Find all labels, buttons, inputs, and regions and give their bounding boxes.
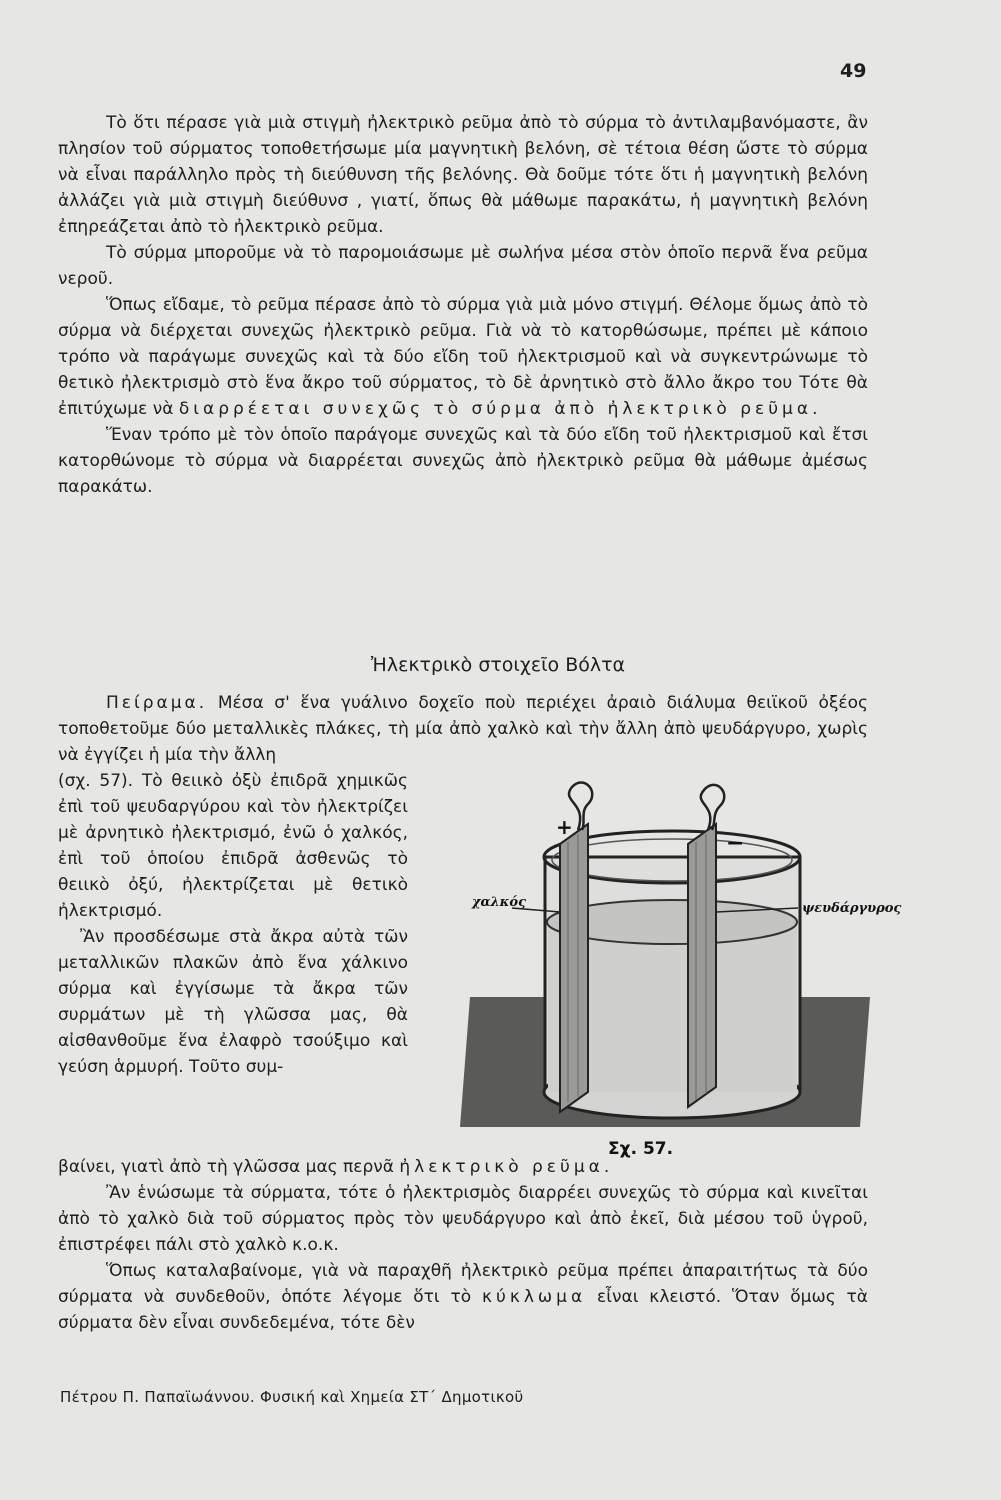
minus-sign: − — [726, 831, 745, 856]
paragraph: Τὸ ὅτι πέρασε γιὰ μιὰ στιγμὴ ἠλεκτρικὸ ρεῦμα ἀπὸ τὸ σύρμα τὸ ἀντιλαμβανόμαστε, ἂν πλησίον τοῦ σύρματος τοποθετήσωμε μία μαγνητικὴ βελόνη, σὲ τέτοια θέση ὥστε τὸ σύρμα νὰ εἶναι παράλληλο πρὸς τὴ διεύθυνση τῆς βελόνης. Θὰ δοῦμε τότε ὅτι ἡ μαγνητικὴ βελόνη ἀλλάζει γιὰ μιὰ στιγμὴ διεύθυνσ , γιατί, ὅπως θὰ μάθωμε παρακάτω, ἡ μαγνητικὴ βελόνη ἐπηρεάζεται ἀπὸ τὸ ἠλεκτρικὸ ρεῦμα. — [58, 113, 868, 237]
paragraph-text: βαίνει, γιατὶ ἀπὸ τὴ γλῶσσα μας περνᾶ — [58, 1157, 394, 1177]
figure-voltaic-cell — [460, 782, 902, 1162]
paragraph: Τὸ σύρμα μποροῦμε νὰ τὸ παρομοιάσωμε μὲ σωλήνα μέσα στὸν ὁποῖο περνᾶ ἕνα ρεῦμα νεροῦ. — [58, 243, 868, 289]
plus-sign: + — [556, 815, 573, 839]
paragraph-text: Ὅπως εἴδαμε, τὸ ρεῦμα πέρασε ἀπὸ τὸ σύρμα γιὰ μιὰ μόνο στιγμή. Θέλομε ὅμως ἀπὸ τὸ σύρμα νὰ διέρχεται συνεχῶς ἠλεκτρικὸ ρεῦμα. Γιὰ νὰ τὸ κατορθώσωμε, πρέπει μὲ κάποιο τρόπο νὰ παράγωμε συνεχῶς καὶ τὰ δύο εἴδη τοῦ ἠλεκτρισμοῦ καὶ νὰ συγκεντρώνωμε τὸ θετικὸ ἠλεκτρισμὸ στὸ ἕνα ἄκρο τοῦ σύρματος, τὸ δὲ ἀρνητικὸ στὸ ἄλλο ἄκρο του Τότε θὰ ἐπιτύχωμε νὰ — [58, 295, 868, 419]
paragraph-text: Μέσα σ' ἕνα γυάλινο δοχεῖο ποὺ περιέχει ἀραιὸ διάλυμα θειϊκοῦ ὀξέος τοποθετοῦμε δύο μεταλλικὲς πλάκες, τὴ μία ἀπὸ χαλκὸ καὶ τὴν ἄλλη ἀπὸ ψευδάργυρο, χωρὶς νὰ ἐγγίζει ἡ μία τὴν ἄλλη — [58, 693, 868, 765]
voltaic-cell-illustration — [460, 782, 902, 1162]
zinc-plate — [688, 824, 716, 1107]
intro-text — [58, 110, 868, 500]
experiment-text — [58, 690, 868, 768]
page-footer: Πέτρου Π. Παπαϊωάννου. Φυσική καὶ Χημεία ΣΤ΄ Δημοτικοῦ — [60, 1388, 524, 1406]
paragraph-text: Ὅπως καταλαβαίνομε, γιὰ νὰ παραχθῆ ἠλεκτρικὸ ρεῦμα πρέπει ἀπαραιτήτως τὰ δύο σύρματα νὰ συνδεθοῦν, ὁπότε λέγομε ὅτι τὸ — [58, 1261, 868, 1307]
emphasized-text: διαρρέεται συνεχῶς τὸ σύρμα ἀπὸ ἠλεκτρικὸ ρεῦμα. — [178, 399, 822, 419]
paragraph — [58, 1154, 868, 1180]
zinc-wire — [701, 785, 724, 830]
paragraph: (σχ. 57). Τὸ θειικὸ ὀξὺ ἐπιδρᾶ χημικῶς ἐπὶ τοῦ ψευδαργύρου καὶ τὸν ἠλεκτρίζει μὲ ἀρνητικὸ ἠλεκτρισμό, ἐνῶ ὁ χαλκός, ἐπὶ τοῦ ὁποίου ἐπιδρᾶ ἀσθενῶς τὸ θειικὸ ὀξύ, ἠλεκτρίζεται μὲ θετικὸ ἠλεκτρισμό. — [58, 771, 408, 921]
label-copper: χαλκός — [472, 895, 526, 910]
paragraph — [58, 292, 868, 422]
emphasized-text: ἠλεκτρικὸ ρεῦμα. — [399, 1157, 614, 1177]
figure-caption: Σχ. 57. — [608, 1139, 674, 1159]
label-zinc: ψευδάργυρος — [802, 901, 902, 916]
page-number: 49 — [840, 60, 867, 82]
section-heading: Ἠλεκτρικὸ στοιχεῖο Βόλτα — [370, 654, 626, 676]
experiment-label: Πείραμα. — [106, 693, 208, 713]
paragraph: Ἂν προσδέσωμε στὰ ἄκρα αὐτὰ τῶν μεταλλικῶν πλακῶν ἀπὸ ἕνα χάλκινο σύρμα καὶ ἐγγίσωμε τὰ ἄκρα τῶν συρμάτων μὲ τὴ γλῶσσα μας, θὰ αἰσθανθοῦμε ἕνα ἐλαφρὸ τσούξιμο καὶ γεύση ἁρμυρή. Τοῦτο συμ- — [58, 927, 408, 1077]
experiment-side-text — [58, 768, 408, 1080]
emphasized-text: κύκλωμα — [481, 1287, 587, 1307]
paragraph — [58, 690, 868, 768]
paragraph-text: εἶναι κλειστό. Ὅταν ὅμως τὰ σύρματα δὲν εἶναι συνδεδεμένα, τότε δὲν — [58, 1287, 868, 1333]
paragraph: Ἂν ἑνώσωμε τὰ σύρματα, τότε ὁ ἠλεκτρισμὸς διαρρέει συνεχῶς τὸ σύρμα καὶ κινεῖται ἀπὸ τὸ χαλκὸ διὰ τοῦ σύρματος πρὸς τὸν ψευδάργυρο καὶ ἀπὸ ἐκεῖ, διὰ μέσου τοῦ ὑγροῦ, ἐπιστρέφει πάλι στὸ χαλκὸ κ.ο.κ. — [58, 1183, 868, 1255]
copper-plate — [560, 824, 588, 1112]
conclusion-text — [58, 1154, 868, 1336]
paragraph — [58, 1258, 868, 1336]
paragraph: Ἕναν τρόπο μὲ τὸν ὁποῖο παράγομε συνεχῶς καὶ τὰ δύο εἴδη τοῦ ἠλεκτρισμοῦ καὶ ἔτσι κατορθώνομε τὸ σύρμα νὰ διαρρέεται συνεχῶς ἀπὸ ἠλεκτρικὸ ρεῦμα θὰ μάθωμε ἀμέσως παρακάτω. — [58, 425, 868, 497]
